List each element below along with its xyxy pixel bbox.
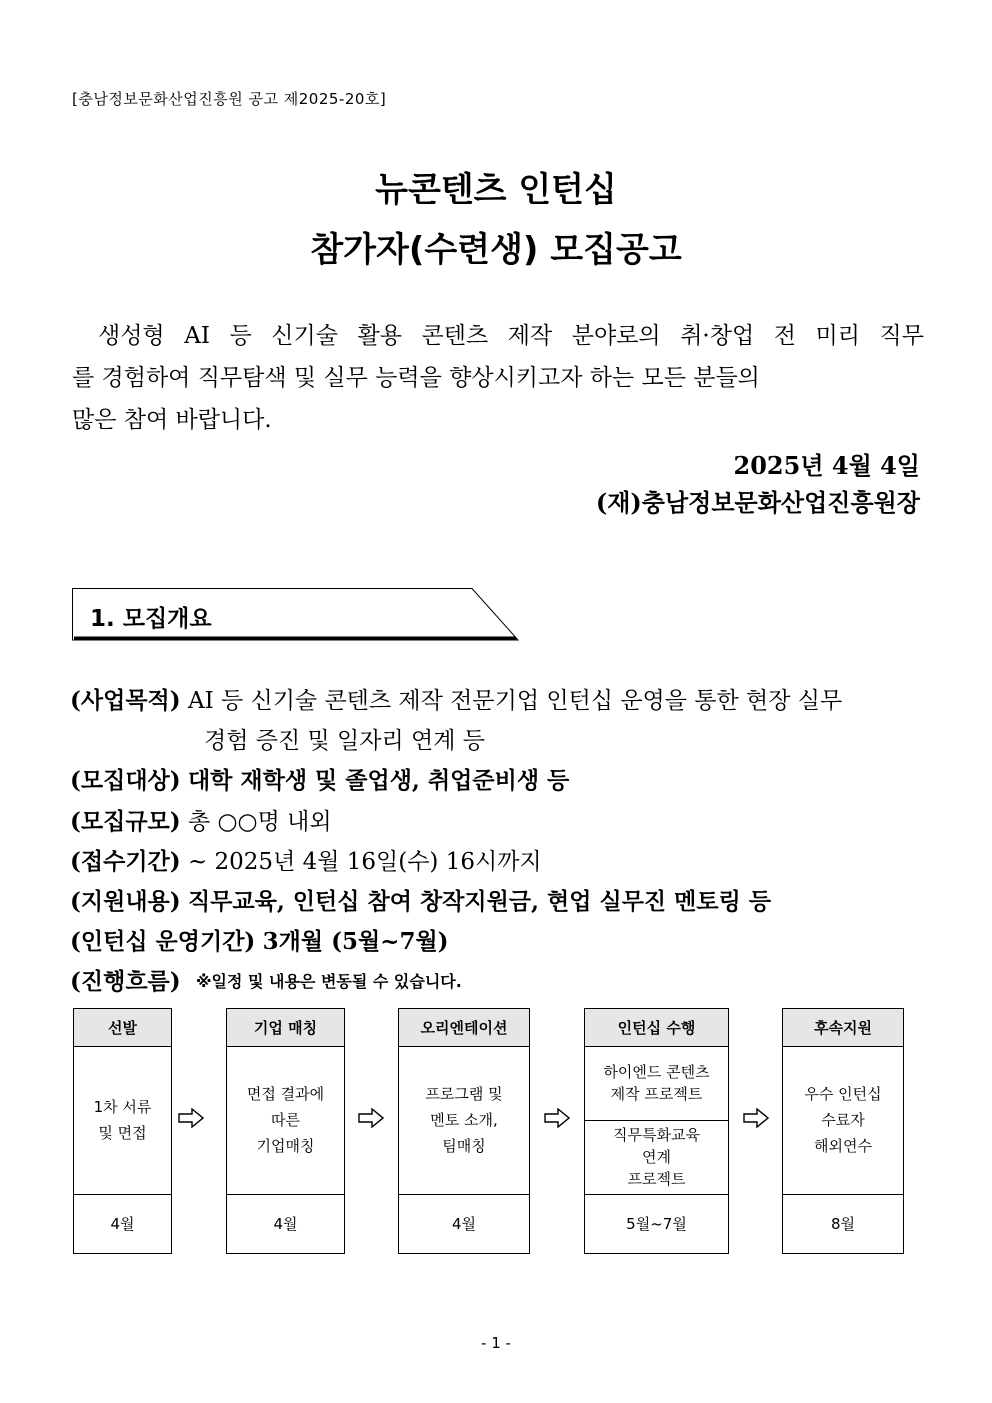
flow-step-text: 연계 [642, 1148, 671, 1166]
flow-note: ※일정 및 내용은 변동될 수 있습니다. [195, 972, 462, 991]
flow-step-followup [782, 1008, 904, 1254]
row-operation [70, 923, 449, 956]
row-support [70, 883, 771, 916]
right-arrow-icon [544, 1108, 570, 1128]
flow-step-head: 오리엔테이션 [399, 1009, 529, 1047]
row-purpose-cont [204, 722, 485, 755]
flow-step-month: 4월 [273, 1214, 298, 1233]
flow-step-internship [584, 1008, 729, 1254]
right-arrow-icon [743, 1108, 769, 1128]
row-target [70, 762, 569, 795]
flow-step-text: 하이엔드 콘텐츠 [603, 1063, 710, 1081]
flow-step-selection [73, 1008, 172, 1254]
flow-step-sub-bottom [585, 1120, 728, 1194]
section-title: 1. 모집개요 [90, 606, 212, 632]
flow-label: (진행흐름) [70, 968, 181, 995]
flow-step-text: 팀매칭 [442, 1137, 486, 1155]
flow-step-text: 프로젝트 [627, 1170, 686, 1188]
notice-number: [충남정보문화산업진흥원 공고 제2025-20호] [72, 90, 387, 108]
flow-step-body [783, 1046, 903, 1195]
support-text: 직무교육, 인턴십 참여 창작지원금, 현업 실무진 멘토링 등 [187, 888, 772, 915]
page-number: - 1 - [481, 1334, 511, 1352]
flow-step-matching [226, 1008, 345, 1254]
flow-step-text: 프로그램 및 [425, 1085, 503, 1103]
flow-step-text: 우수 인턴십 [804, 1085, 882, 1103]
flow-step-head: 인턴십 수행 [585, 1009, 728, 1047]
flow-step-text: 따른 [271, 1111, 300, 1129]
flow-step-head: 선발 [74, 1009, 171, 1047]
target-text: 대학 재학생 및 졸업생, 취업준비생 등 [187, 767, 570, 794]
operation-label: (인턴십 운영기간) [70, 928, 256, 955]
issuing-organization: (재)충남정보문화산업진흥원장 [595, 488, 920, 517]
purpose-label: (사업목적) [70, 687, 181, 714]
flow-step-text: 및 면접 [98, 1124, 147, 1142]
flow-step-head: 후속지원 [783, 1009, 903, 1047]
flow-step-text: 해외연수 [814, 1137, 872, 1155]
period-text: ~ 2025년 4월 16일(수) 16시까지 [187, 849, 542, 875]
flow-step-body [399, 1046, 529, 1195]
page-title-line1: 뉴콘텐츠 인턴십 [375, 170, 617, 210]
announcement-date: 2025년 4월 4일 [733, 451, 920, 480]
flow-step-text: 면접 결과에 [246, 1085, 325, 1103]
period-label: (접수기간) [70, 848, 181, 875]
flow-step-orientation [398, 1008, 530, 1254]
purpose-text: AI 등 신기술 콘텐츠 제작 전문기업 인턴십 운영을 통한 현장 실무 [187, 688, 843, 714]
row-purpose [70, 682, 842, 715]
scale-text: 총 ○○명 내외 [187, 809, 332, 835]
row-flow [70, 963, 462, 996]
flow-step-body [74, 1046, 171, 1195]
intro-paragraph [72, 315, 924, 441]
flow-step-text: 제작 프로젝트 [610, 1085, 703, 1103]
flow-step-text: 직무특화교육 [613, 1126, 700, 1144]
row-period [70, 843, 542, 876]
scale-label: (모집규모) [70, 808, 181, 835]
flow-step-text: 수료자 [821, 1111, 865, 1129]
flow-step-body [227, 1046, 344, 1195]
flow-step-body [585, 1046, 728, 1195]
page-title-line2: 참가자(수련생) 모집공고 [310, 230, 682, 270]
flow-step-month: 8월 [830, 1214, 856, 1233]
flow-step-text: 기업매칭 [256, 1137, 315, 1155]
intro-line: 를 경험하여 직무탐색 및 실무 능력을 향상시키고자 하는 모든 분들의 [72, 365, 760, 391]
flow-step-month: 4월 [110, 1214, 135, 1233]
flow-step-month: 4월 [451, 1214, 477, 1233]
intro-line: 생성형 AI 등 신기술 활용 콘텐츠 제작 분야로의 취·창업 전 미리 직무 [98, 323, 924, 349]
flow-step-text: 1차 서류 [93, 1098, 152, 1116]
flow-step-text: 멘토 소개, [430, 1111, 498, 1129]
support-label: (지원내용) [70, 888, 181, 915]
flow-step-month: 5월~7월 [626, 1214, 687, 1233]
right-arrow-icon [178, 1108, 204, 1128]
intro-line: 많은 참여 바랍니다. [72, 407, 272, 433]
row-scale [70, 803, 332, 836]
flow-step-head: 기업 매칭 [227, 1009, 344, 1047]
operation-text: 3개월 (5월~7월) [262, 928, 449, 955]
flow-step-sub-top [585, 1046, 728, 1121]
purpose-text-cont: 경험 증진 및 일자리 연계 등 [204, 728, 485, 754]
section-header [72, 588, 520, 642]
right-arrow-icon [358, 1108, 384, 1128]
target-label: (모집대상) [70, 767, 181, 794]
